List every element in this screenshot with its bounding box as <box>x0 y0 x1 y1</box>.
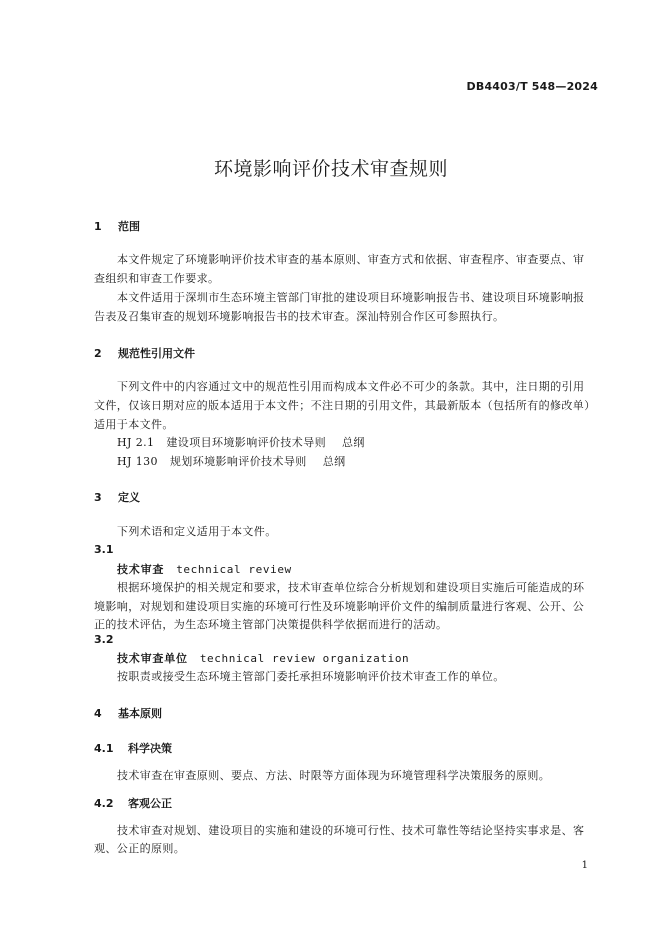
subsection-heading <box>94 740 172 756</box>
section-number: 2 <box>94 347 102 360</box>
subsection-title: 科学决策 <box>128 742 172 755</box>
paragraph-line: 适用于本文件。 <box>94 418 174 431</box>
term-chinese: 技术审查 <box>117 563 165 576</box>
subsection-number: 4.1 <box>94 742 114 755</box>
term-entry <box>117 561 292 577</box>
subsection-heading <box>94 795 172 811</box>
section-4-heading <box>94 705 162 721</box>
paragraph-line: 技术审查对规划、建设项目的实施和建设的环境可行性、技术可靠性等结论坚持实事求是、客 <box>117 824 585 837</box>
standard-code: DB4403/T 548—2024 <box>466 80 598 93</box>
paragraph-line: 下列文件中的内容通过文中的规范性引用而构成本文件必不可少的条款。其中，注日期的引用 <box>117 380 585 393</box>
reference-code: HJ 2.1 <box>117 436 155 449</box>
normative-reference <box>117 434 365 450</box>
term-number: 3.1 <box>94 543 114 556</box>
paragraph-line: 查组织和审查工作要求。 <box>94 272 220 285</box>
paragraph-line: 告表及召集审查的规划环境影响报告书的技术审查。深汕特别合作区可参照执行。 <box>94 310 505 323</box>
term-english: technical review organization <box>199 652 410 665</box>
paragraph-line: 下列术语和定义适用于本文件。 <box>117 525 277 538</box>
section-title: 基本原则 <box>118 707 162 720</box>
definition-line: 按职责或接受生态环境主管部门委托承担环境影响评价技术审查工作的单位。 <box>117 670 505 683</box>
section-title: 定义 <box>118 491 140 504</box>
section-3-heading <box>94 489 140 505</box>
page-number: 1 <box>581 860 588 871</box>
paragraph-line: 本文件适用于深圳市生态环境主管部门审批的建设项目环境影响报告书、建设项目环境影响报 <box>117 291 585 304</box>
section-number: 4 <box>94 707 102 720</box>
paragraph-line: 技术审查在审查原则、要点、方法、时限等方面体现为环境管理科学决策服务的原则。 <box>117 769 551 782</box>
section-1-heading <box>94 218 140 234</box>
definition-line: 境影响，对规划和建设项目实施的环境可行性及环境影响评价文件的编制质量进行客观、公开、公 <box>94 600 585 613</box>
subsection-number: 4.2 <box>94 797 114 810</box>
definition-line: 正的技术评估，为生态环境主管部门决策提供科学依据而进行的活动。 <box>94 618 448 631</box>
section-number: 3 <box>94 491 102 504</box>
section-2-heading <box>94 345 195 361</box>
reference-code: HJ 130 <box>117 455 158 468</box>
reference-part: 总纲 <box>342 436 365 449</box>
document-title: 环境影响评价技术审查规则 <box>213 158 448 180</box>
reference-part: 总纲 <box>322 455 346 468</box>
normative-reference <box>117 453 346 469</box>
paragraph-line: 本文件规定了环境影响评价技术审查的基本原则、审查方式和依据、审查程序、审查要点、审 <box>117 253 585 266</box>
paragraph-line: 观、公正的原则。 <box>94 842 186 855</box>
term-english: technical review <box>176 563 292 576</box>
reference-title: 规划环境影响评价技术导则 <box>169 455 307 468</box>
definition-line: 根据环境保护的相关规定和要求，技术审查单位综合分析规划和建设项目实施后可能造成的环 <box>117 581 585 594</box>
section-title: 规范性引用文件 <box>118 347 195 360</box>
term-chinese: 技术审查单位 <box>117 652 188 665</box>
section-number: 1 <box>94 220 102 233</box>
term-entry <box>117 650 409 666</box>
paragraph-line: 文件，仅该日期对应的版本适用于本文件；不注日期的引用文件，其最新版本（包括所有的修改单） <box>94 399 596 412</box>
subsection-title: 客观公正 <box>128 797 172 810</box>
reference-title: 建设项目环境影响评价技术导则 <box>166 436 327 449</box>
term-number: 3.2 <box>94 633 114 646</box>
section-title: 范围 <box>118 220 140 233</box>
